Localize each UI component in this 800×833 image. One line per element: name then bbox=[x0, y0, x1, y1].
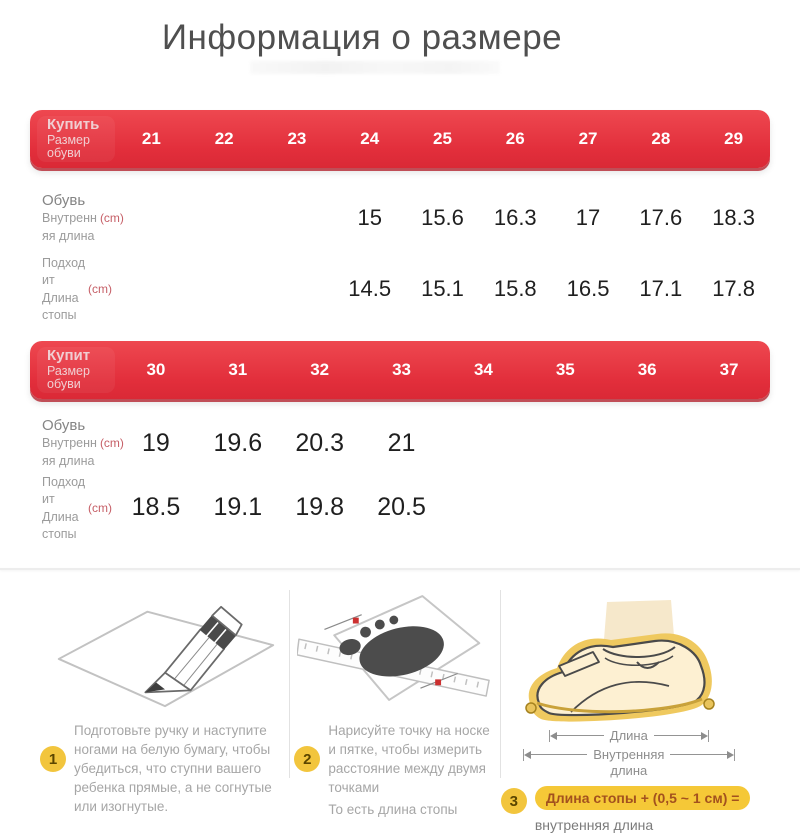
inner-length-dimension bbox=[523, 747, 735, 762]
size-36: 36 bbox=[637, 360, 657, 380]
table-cell: 16.3 bbox=[493, 205, 537, 230]
step-2-column bbox=[290, 582, 499, 833]
measuring-steps bbox=[40, 582, 800, 833]
formula-result: внутренняя длина bbox=[534, 817, 654, 833]
size-32: 32 bbox=[310, 360, 330, 380]
table-cell: 17.1 bbox=[639, 275, 683, 301]
footprint-ruler-icon bbox=[297, 584, 493, 714]
table-cell: 20.5 bbox=[377, 493, 426, 522]
inner-length-label: Обувь Внутренн яя длина (cm) bbox=[42, 417, 124, 468]
step-2 bbox=[294, 722, 495, 819]
foot-length-row-1 bbox=[4, 254, 770, 323]
step-2-subtext: То есть длина стопы bbox=[328, 801, 458, 817]
size-26: 26 bbox=[505, 129, 525, 148]
formula-highlight: Длина стопы + (0,5 ~ 1 см) = bbox=[535, 786, 751, 810]
size-34: 34 bbox=[473, 360, 493, 380]
unit-cm: (cm) bbox=[88, 281, 113, 296]
unit-cm: (cm) bbox=[99, 436, 124, 451]
size-28: 28 bbox=[651, 129, 671, 148]
table-cell: 14.5 bbox=[348, 275, 392, 301]
section-divider bbox=[0, 568, 800, 570]
table-cell: 21 bbox=[387, 428, 416, 457]
buy-size-label-1: Купить Размер обуви bbox=[37, 116, 115, 162]
inner-length-row-1 bbox=[4, 190, 770, 246]
table-cell: 17.6 bbox=[639, 205, 683, 230]
step-1 bbox=[40, 722, 289, 816]
size-25: 25 bbox=[433, 129, 452, 148]
table-cell: 16.5 bbox=[566, 275, 610, 301]
size-21: 21 bbox=[141, 129, 161, 148]
paper-pencil-illustration bbox=[40, 582, 289, 714]
step-1-column bbox=[40, 582, 289, 833]
table-cell: 19.1 bbox=[213, 493, 263, 522]
footprint-ruler-illustration bbox=[294, 582, 495, 714]
size-23: 23 bbox=[287, 129, 307, 148]
length-label: Длина bbox=[609, 728, 648, 744]
table-cell: 15.8 bbox=[493, 275, 537, 301]
table-cell: 15.1 bbox=[421, 275, 464, 301]
size-29: 29 bbox=[724, 129, 744, 148]
size-35: 35 bbox=[555, 360, 575, 380]
foot-length-label: Подход ит Длина стопы (cm) bbox=[42, 256, 113, 322]
step-3-badge: 3 bbox=[501, 788, 527, 814]
size-header-bar-1 bbox=[30, 110, 770, 168]
inner-length-row-2 bbox=[4, 415, 770, 471]
shoe-icon bbox=[519, 600, 749, 732]
table-cell: 20.3 bbox=[295, 428, 345, 457]
table-cell: 18.5 bbox=[131, 493, 181, 522]
table-cell: 15.6 bbox=[421, 205, 464, 230]
shoe-measure-illustration bbox=[501, 582, 800, 732]
step-1-text: Подготовьте ручку и наступите ногами на белую бумагу, чтобы убедиться, что ступни вашего ребенка прямые, а не согнутые или изогнутые. bbox=[74, 723, 272, 814]
inner-length-label-line2: длина bbox=[610, 763, 648, 779]
table-cell: 19.6 bbox=[213, 428, 263, 457]
page-title: Информация о размере bbox=[161, 18, 563, 57]
step-3 bbox=[501, 786, 800, 833]
paper-pencil-icon bbox=[46, 596, 284, 714]
size-37: 37 bbox=[719, 360, 739, 380]
unit-cm: (cm) bbox=[88, 500, 113, 515]
step-2-badge: 2 bbox=[294, 746, 320, 772]
unit-cm: (cm) bbox=[99, 210, 124, 225]
size-30: 30 bbox=[146, 360, 166, 380]
table-cell: 17 bbox=[575, 205, 601, 230]
size-header-bar-2 bbox=[30, 341, 770, 399]
size-22: 22 bbox=[214, 129, 234, 148]
size-33: 33 bbox=[392, 360, 412, 380]
table-cell: 19 bbox=[142, 428, 170, 457]
step-2-text: Нарисуйте точку на носке и пятке, чтобы измерить расстояние между двумя точками bbox=[328, 723, 490, 795]
inner-length-label: Обувь Внутренн яя длина (cm) bbox=[42, 192, 124, 243]
size-24: 24 bbox=[360, 129, 380, 148]
table-cell: 17.8 bbox=[712, 275, 756, 301]
foot-length-label: Подход ит Длина стопы (cm) bbox=[42, 475, 113, 541]
inner-length-label-line1: Внутренняя bbox=[593, 747, 665, 763]
table-cell: 15 bbox=[357, 205, 382, 230]
foot-length-row-2 bbox=[4, 473, 770, 542]
table-cell: 19.8 bbox=[295, 493, 345, 522]
size-31: 31 bbox=[228, 360, 248, 380]
size-info-page bbox=[0, 18, 800, 833]
step-3-column bbox=[501, 582, 800, 833]
step-1-badge: 1 bbox=[40, 746, 66, 772]
buy-size-label-2: Купит Размер обуви bbox=[37, 347, 115, 393]
size-27: 27 bbox=[578, 129, 598, 148]
title-ghost-watermark bbox=[250, 61, 500, 74]
table-cell: 18.3 bbox=[712, 205, 756, 230]
